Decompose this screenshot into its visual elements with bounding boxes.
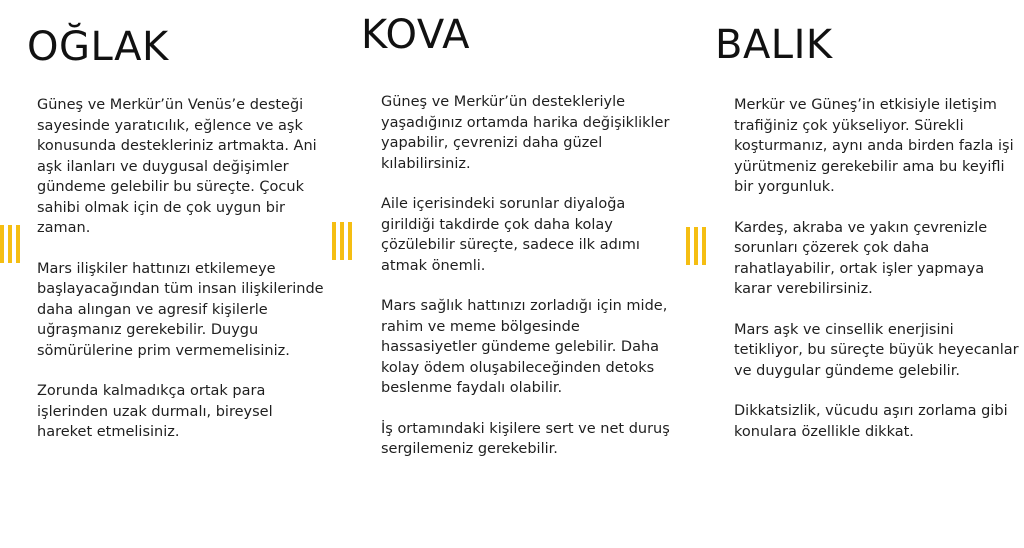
paragraph: Dikkatsizlik, vücudu aşırı zorlama gibi konulara özellikle dikkat. [734, 403, 1008, 440]
horoscope-text [381, 92, 677, 460]
accent-bar [686, 227, 690, 265]
paragraph: Mars sağlık hattınızı zorladığı için mide, rahim ve meme bölgesinde hassasiyetler gündeme gelebilir. Daha kolay ödem oluşabileceğinden detoks beslenme faydalı olabilir. [381, 298, 668, 396]
accent-bars-icon [332, 222, 352, 260]
paragraph: Mars ilişkiler hattınızı etkilemeye başlayacağından tüm insan ilişkilerinde daha alıngan ve agresif kişilerle uğraşmanız gerekebilir. Duygu sömürülerine prim vermemelisiniz. [37, 260, 324, 359]
accent-bar [702, 227, 706, 265]
paragraph: Güneş ve Merkür’ün Venüs’e desteği sayesinde yaratıcılık, eğlence ve aşk konusunda destekleriniz artmakta. Ani aşk ilanları ve duygusal değişimler gündeme gelebilir bu süreçte. Çocuk sahibi olmak için de çok uygun bir zaman. [37, 97, 317, 236]
horoscope-text [734, 95, 1019, 442]
sign-title: OĞLAK [27, 24, 169, 70]
accent-bar [332, 222, 336, 260]
sign-title: BALIK [715, 22, 833, 68]
paragraph: Güneş ve Merkür’ün destekleriyle yaşadığınız ortamda harika değişiklikler yapabilir, çevrenizi daha güzel kılabilirsiniz. [381, 94, 670, 172]
paragraph: Mars aşk ve cinsellik enerjisini tetikliyor, bu süreçte büyük heyecanlar ve duygular gündeme gelebilir. [734, 321, 1019, 379]
paragraph: Merkür ve Güneş’in etkisiyle iletişim trafiğiniz çok yükseliyor. Sürekli koşturmanız, aynı anda birden fazla işi yürütmeniz gerekebilir ama bu keyifli bir yorgunluk. [734, 97, 1014, 195]
paragraph: Zorunda kalmadıkça ortak para işlerinden uzak durmalı, bireysel hareket etmelisiniz. [37, 383, 273, 440]
column-kova [341, 0, 682, 548]
accent-bar [0, 225, 4, 263]
paragraph: İş ortamındaki kişilere sert ve net duruş sergilemeniz gerekebilir. [381, 420, 670, 457]
accent-bar [694, 227, 698, 265]
accent-bars-icon [686, 227, 706, 265]
accent-bar [8, 225, 12, 263]
accent-bar [340, 222, 344, 260]
horoscope-text [37, 95, 327, 443]
sign-title: KOVA [361, 12, 470, 58]
paragraph: Aile içerisindeki sorunlar diyaloğa girildiği takdirde çok daha kolay çözülebilir süreçte, sadece ilk adımı atmak önemli. [381, 196, 640, 274]
column-balik [682, 0, 1024, 548]
accent-bars-icon [0, 225, 20, 263]
accent-bar [16, 225, 20, 263]
accent-bar [348, 222, 352, 260]
paragraph: Kardeş, akraba ve yakın çevrenizle sorunları çözerek çok daha rahatlayabilir, ortak işler yapmaya karar verebilirsiniz. [734, 219, 988, 297]
column-oglak [0, 0, 341, 548]
